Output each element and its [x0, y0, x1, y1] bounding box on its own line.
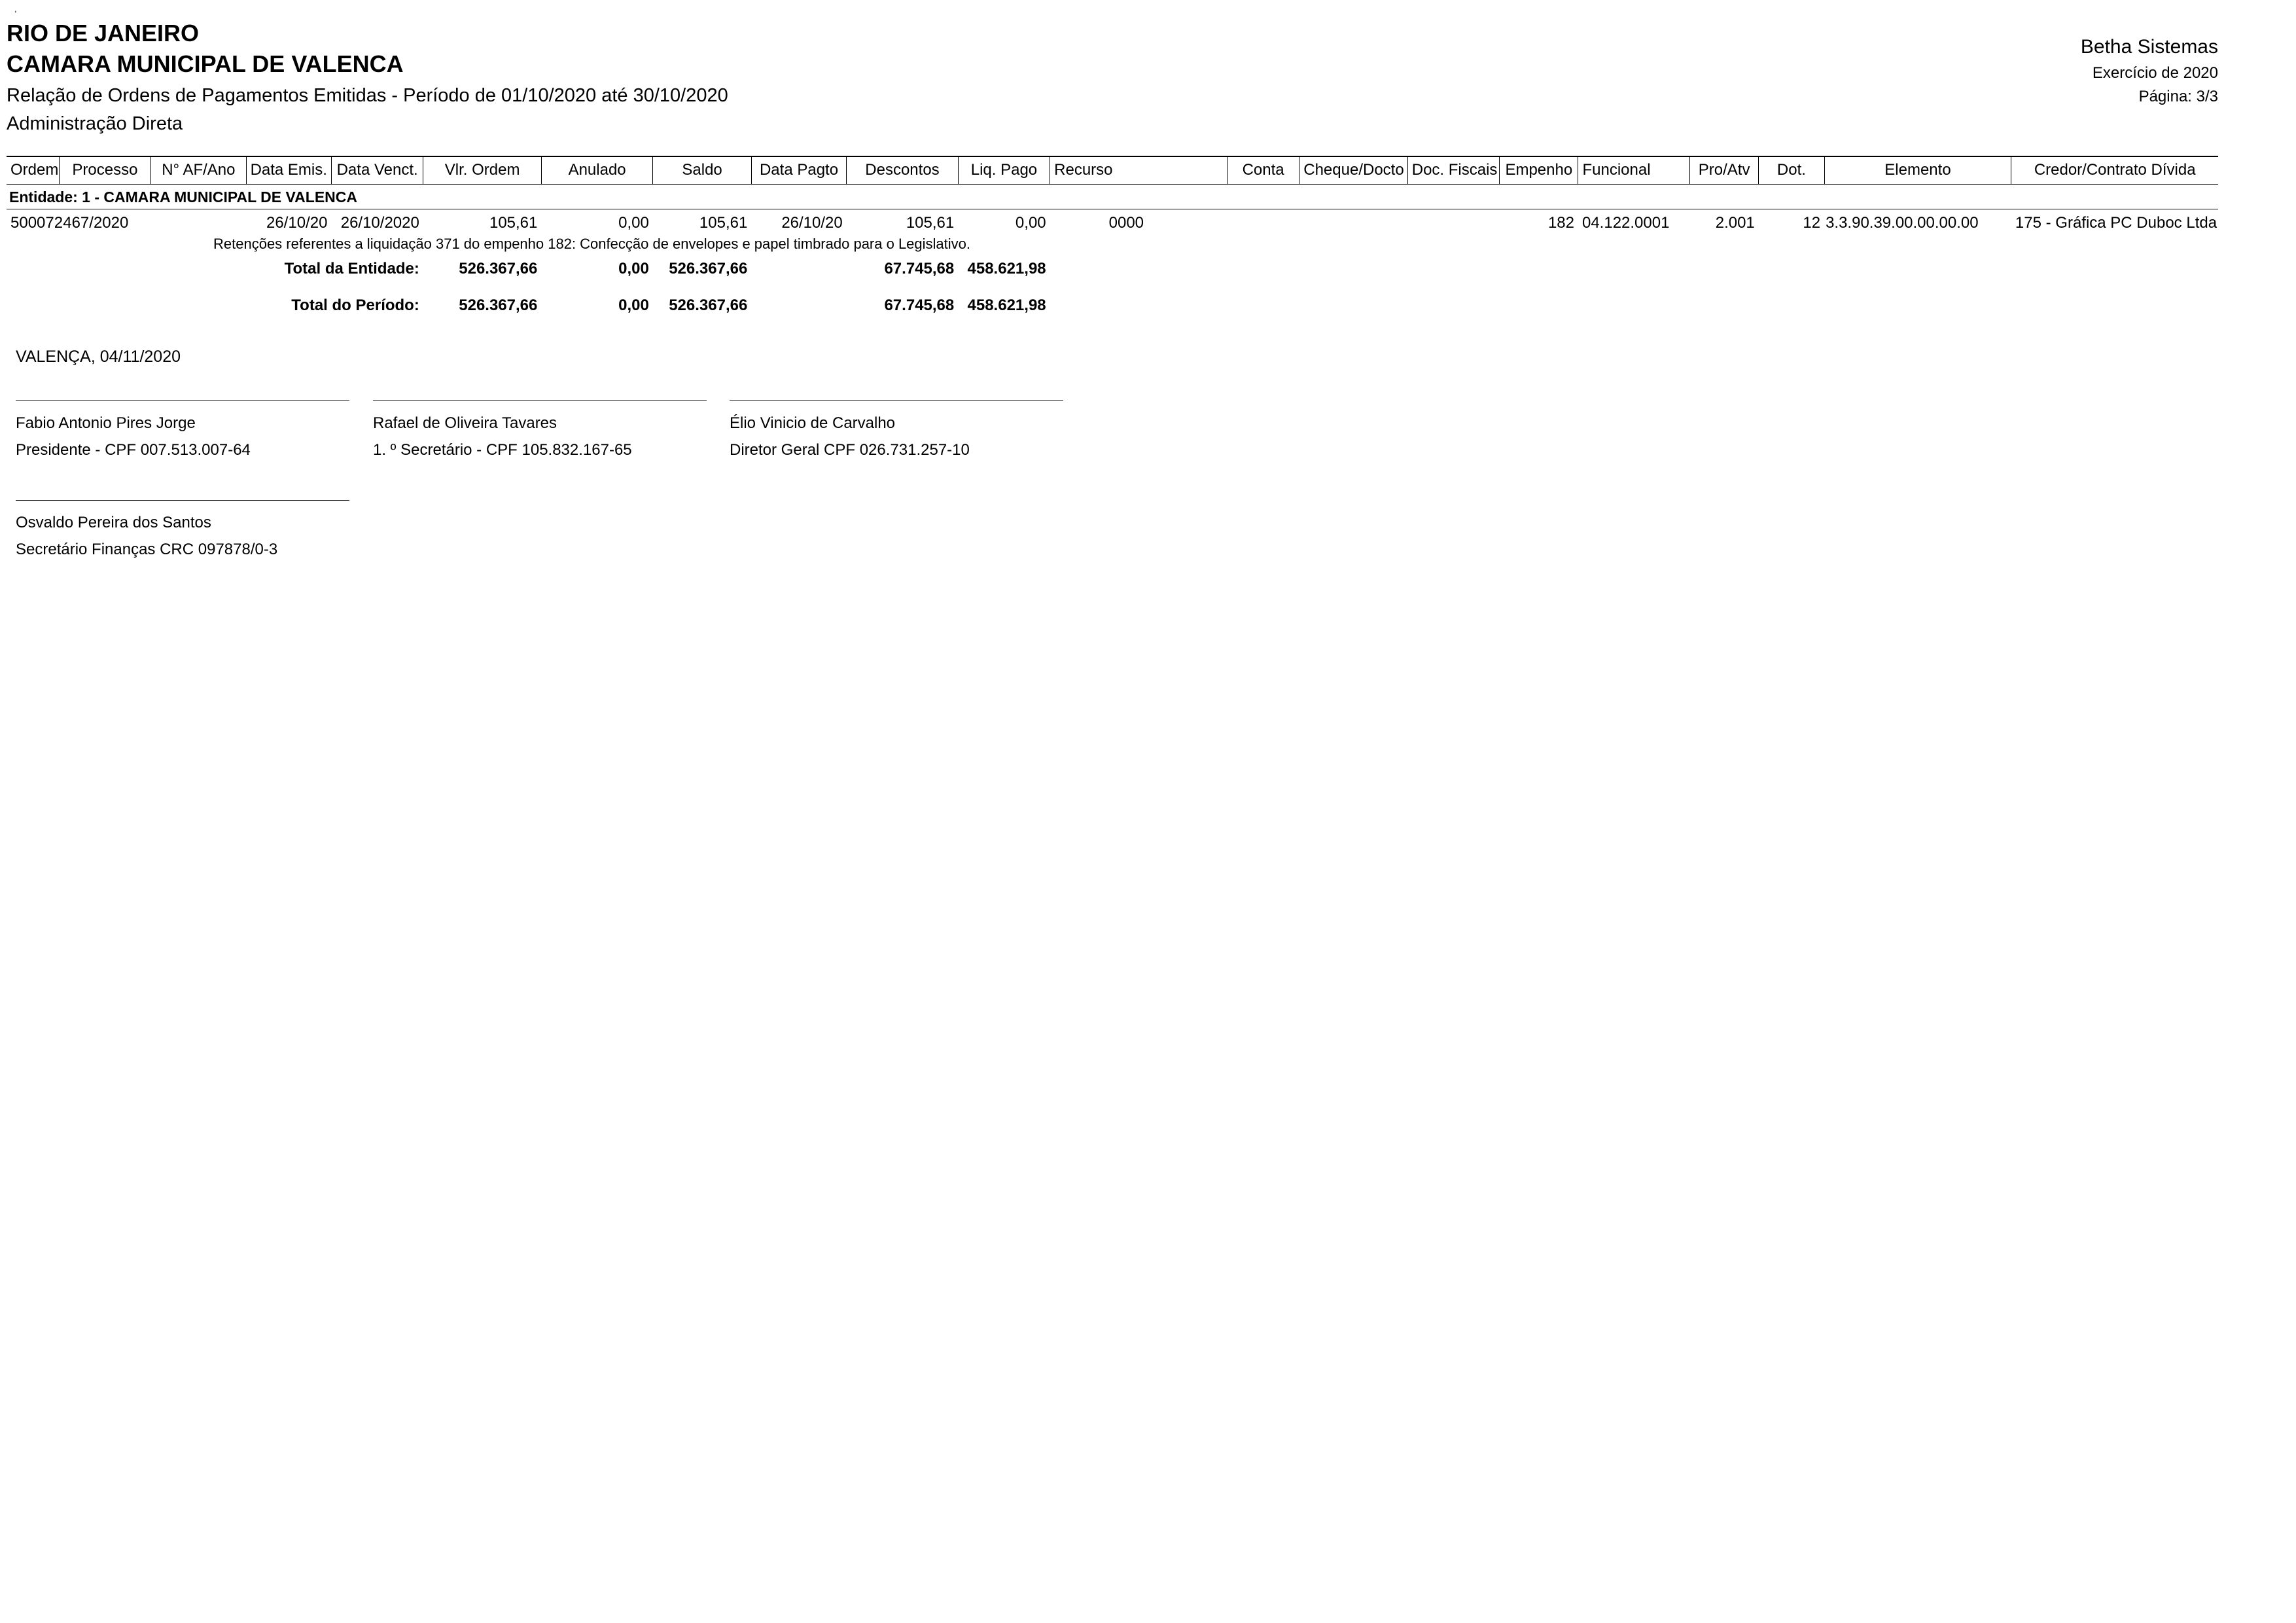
- total-period-label: Total do Período:: [291, 296, 419, 314]
- col-vlr-ordem: Vlr. Ordem: [423, 156, 542, 185]
- signature-president: [16, 401, 349, 459]
- cell-data-venct: 26/10/2020: [340, 214, 419, 232]
- total-entity-descontos: 67.745,68: [884, 260, 955, 277]
- document-footer: [7, 348, 2218, 572]
- cell-data-pagto: 26/10/20: [781, 214, 843, 232]
- place-and-date: VALENÇA, 04/11/2020: [16, 348, 181, 366]
- administration-type: Administração Direta: [7, 113, 183, 134]
- payment-orders-table: [7, 156, 2218, 315]
- col-funcional: Funcional: [1578, 156, 1690, 185]
- entity-name: CAMARA MUNICIPAL DE VALENCA: [7, 50, 404, 77]
- cell-credor: 175 - Gráfica PC Duboc Ltda: [2015, 214, 2217, 232]
- report-title: Relação de Ordens de Pagamentos Emitidas - Período de 01/10/2020 até 30/10/2020: [7, 85, 728, 106]
- col-descontos: Descontos: [847, 156, 959, 185]
- header-right-block: [2081, 35, 2218, 107]
- page-edge-mark: ,: [14, 4, 17, 14]
- signature-role: Secretário Finanças CRC 097878/0-3: [16, 541, 278, 558]
- page-number: Página: 3/3: [2138, 88, 2218, 105]
- exercise-year: Exercício de 2020: [2092, 64, 2218, 82]
- cell-empenho: 182: [1547, 214, 1574, 232]
- col-elemento: Elemento: [1824, 156, 2011, 185]
- col-data-emis: Data Emis.: [246, 156, 331, 185]
- cell-liq-pago: 0,00: [1015, 214, 1046, 232]
- total-period-saldo: 526.367,66: [669, 296, 748, 314]
- cell-recurso: 0000: [1108, 214, 1144, 232]
- col-saldo: Saldo: [653, 156, 751, 185]
- cell-cheque-docto: [1299, 209, 1407, 234]
- document-header: [7, 5, 2218, 156]
- cell-conta: [1227, 209, 1299, 234]
- col-conta: Conta: [1227, 156, 1299, 185]
- table-header-row: [7, 156, 2218, 185]
- document-body: [7, 5, 2218, 572]
- brand-name: Betha Sistemas: [2080, 36, 2218, 58]
- signature-row-2: [7, 500, 2218, 572]
- entity-group-label: Entidade: 1 - CAMARA MUNICIPAL DE VALENCA: [7, 185, 2218, 209]
- total-entity-label: Total da Entidade:: [284, 260, 419, 277]
- total-entity-row: [7, 253, 2218, 278]
- total-period-vlr-ordem: 526.367,66: [459, 296, 538, 314]
- signature-name: Rafael de Oliveira Tavares: [373, 414, 557, 432]
- total-entity-vlr-ordem: 526.367,66: [459, 260, 538, 277]
- cell-elemento: 3.3.90.39.00.00.00.00: [1826, 214, 1979, 232]
- signature-name: Fabio Antonio Pires Jorge: [16, 414, 196, 432]
- col-af-ano: N° AF/Ano: [151, 156, 246, 185]
- signature-general-director: [730, 401, 1063, 459]
- col-dot: Dot.: [1759, 156, 1824, 185]
- total-entity-saldo: 526.367,66: [669, 260, 748, 277]
- signature-line: [16, 500, 349, 501]
- total-period-descontos: 67.745,68: [884, 296, 955, 314]
- signature-role: Diretor Geral CPF 026.731.257-10: [730, 441, 970, 459]
- col-empenho: Empenho: [1500, 156, 1578, 185]
- signature-row-1: [7, 401, 2218, 479]
- cell-af-ano: [151, 209, 246, 234]
- signature-role: 1. º Secretário - CPF 105.832.167-65: [373, 441, 632, 459]
- cell-anulado: 0,00: [618, 214, 649, 232]
- cell-funcional: 04.122.0001: [1581, 214, 1670, 232]
- description-text: Retenções referentes a liquidação 371 do empenho 182: Confecção de envelopes e papel timbrado para o Legislativo.: [213, 236, 971, 252]
- total-entity-liq-pago: 458.621,98: [967, 260, 1046, 277]
- total-period-row: [7, 278, 2218, 315]
- cell-saldo: 105,61: [699, 214, 748, 232]
- total-entity-anulado: 0,00: [618, 260, 649, 277]
- header-left-block: [7, 18, 728, 137]
- col-data-pagto: Data Pagto: [751, 156, 846, 185]
- signature-finance-secretary: [16, 500, 349, 559]
- col-credor: Credor/Contrato Dívida: [2011, 156, 2218, 185]
- col-anulado: Anulado: [541, 156, 653, 185]
- total-period-liq-pago: 458.621,98: [967, 296, 1046, 314]
- signature-name: Élio Vinicio de Carvalho: [730, 414, 896, 432]
- cell-doc-fiscais: [1407, 209, 1499, 234]
- col-cheque-docto: Cheque/Docto: [1299, 156, 1407, 185]
- cell-data-emis: 26/10/20: [266, 214, 328, 232]
- col-ordem: Ordem: [7, 156, 59, 185]
- cell-descontos: 105,61: [906, 214, 955, 232]
- signature-name: Osvaldo Pereira dos Santos: [16, 514, 211, 531]
- entity-group-row: [7, 185, 2218, 209]
- col-pro-atv: Pro/Atv: [1689, 156, 1758, 185]
- col-processo: Processo: [59, 156, 150, 185]
- table-row-description: [7, 234, 2218, 253]
- cell-vlr-ordem: 105,61: [489, 214, 538, 232]
- col-liq-pago: Liq. Pago: [958, 156, 1050, 185]
- table-row: [7, 209, 2218, 234]
- col-data-venct: Data Venct.: [331, 156, 423, 185]
- signature-role: Presidente - CPF 007.513.007-64: [16, 441, 251, 459]
- signature-secretary: [373, 401, 707, 459]
- total-period-anulado: 0,00: [618, 296, 649, 314]
- col-doc-fiscais: Doc. Fiscais: [1407, 156, 1499, 185]
- col-recurso: Recurso: [1050, 156, 1227, 185]
- cell-processo: 467/2020: [63, 214, 129, 232]
- state-name: RIO DE JANEIRO: [7, 20, 200, 46]
- cell-ordem: 500072: [10, 214, 63, 232]
- cell-dot: 12: [1803, 214, 1821, 232]
- cell-pro-atv: 2.001: [1715, 214, 1755, 232]
